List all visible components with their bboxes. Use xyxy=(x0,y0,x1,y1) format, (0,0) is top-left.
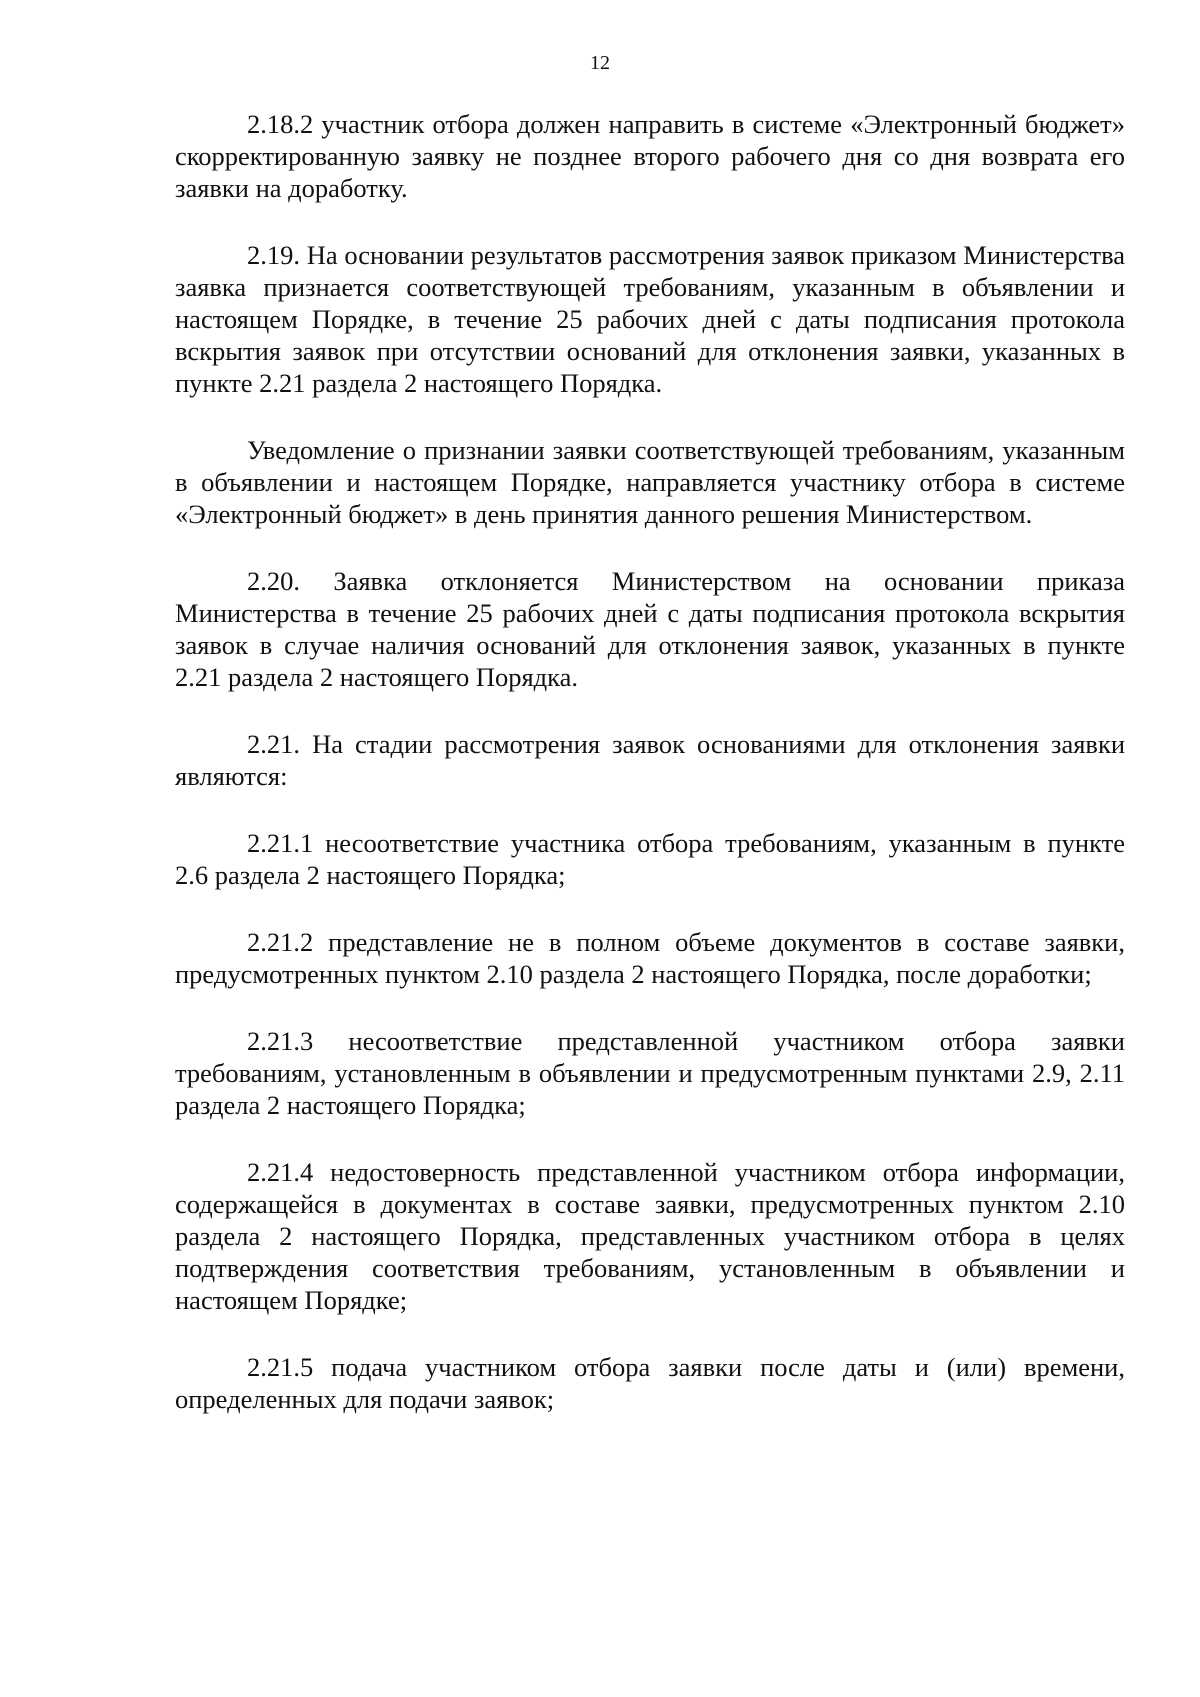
document-body xyxy=(175,108,1125,1450)
paragraph-2-21-2: 2.21.2 представление не в полном объеме документов в составе заявки, предусмотренных пунктом 2.10 раздела 2 настоящего Порядка, после доработки; xyxy=(175,927,1125,989)
paragraph-2-21-1: 2.21.1 несоответствие участника отбора требованиям, указанным в пункте 2.6 раздела 2 настоящего Порядка; xyxy=(175,828,1125,890)
paragraph-2-21-5: 2.21.5 подача участником отбора заявки после даты и (или) времени, определенных для подачи заявок; xyxy=(175,1352,1125,1414)
paragraph-2-18-2: 2.18.2 участник отбора должен направить в системе «Электронный бюджет» скорректированную заявку не позднее второго рабочего дня со дня возврата его заявки на доработку. xyxy=(175,109,1125,203)
paragraph-notification: Уведомление о признании заявки соответствующей требованиям, указанным в объявлении и настоящем Порядке, направляется участнику отбора в системе «Электронный бюджет» в день принятия данного решения Министерством. xyxy=(175,435,1125,529)
page-number: 12 xyxy=(590,52,610,74)
paragraph-2-21-4: 2.21.4 недостоверность представленной участником отбора информации, содержащейся в документах в составе заявки, предусмотренных пунктом 2.10 раздела 2 настоящего Порядка, представленных участником отбора в целях подтверждения соответствия требованиям, установленным в объявлении и настоящем Порядке; xyxy=(175,1157,1125,1315)
paragraph-2-21: 2.21. На стадии рассмотрения заявок основаниями для отклонения заявки являются: xyxy=(175,729,1125,791)
paragraph-2-20: 2.20. Заявка отклоняется Министерством на основании приказа Министерства в течение 25 рабочих дней с даты подписания протокола вскрытия заявок в случае наличия оснований для отклонения заявок, указанных в пункте 2.21 раздела 2 настоящего Порядка. xyxy=(175,566,1125,692)
paragraph-2-19: 2.19. На основании результатов рассмотрения заявок приказом Министерства заявка признается соответствующей требованиям, указанным в объявлении и настоящем Порядке, в течение 25 рабочих дней с даты подписания протокола вскрытия заявок при отсутствии оснований для отклонения заявки, указанных в пункте 2.21 раздела 2 настоящего Порядка. xyxy=(175,240,1125,398)
paragraph-2-21-3: 2.21.3 несоответствие представленной участником отбора заявки требованиям, установленным в объявлении и предусмотренным пунктами 2.9, 2.11 раздела 2 настоящего Порядка; xyxy=(175,1026,1125,1120)
